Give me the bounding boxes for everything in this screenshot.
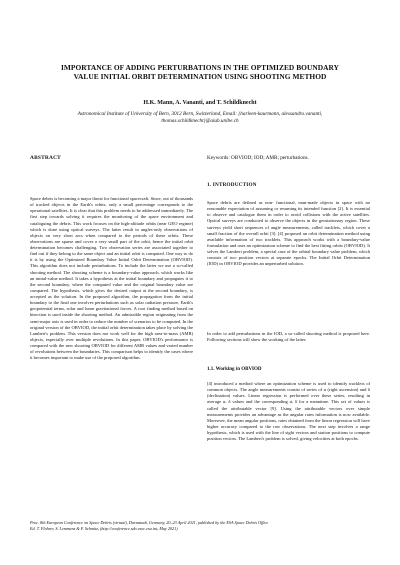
paper-title [40, 63, 360, 82]
introduction-paragraph-2 [207, 331, 370, 343]
abstract-body [30, 196, 193, 361]
intro-para-1-text: Space debris are defined as non- functional, man-made objects in space with no reasonable expectation of assuming or resuming its intended function [2]. It is essential to observe and catalogue them in order to avoid collisions with the active satellites. Optical surveys are conducted to observe the objects in the geostationary region. These surveys yield short sequences of angle measurements, called tracklets, which cover a small fraction of the overall orbit [3]. [4] proposed an orbit determination method using available information of two tracklets. This approach works with a boundary-value formulation and uses an optimization scheme to find the best fitting orbits (OBVIOD). It solves the Lambert problem, a special case of the orbital boundary value problem, which consists of two position vectors at separate epochs. The Initial Orbit Determination (IOD) in OBVIOD provides an unperturbed solution. [207, 200, 370, 267]
introduction-paragraph-1 [207, 200, 370, 267]
intro-para-2-text: In order to add perturbations in the IOD, a so-called shooting method is proposed here. Following sections will show the working of the latter. [207, 331, 370, 343]
subsection-body [207, 381, 370, 442]
footer-line-1: Proc. 8th European Conference on Space Debris (virtual), Darmstadt, Germany, 20–23 April 2021, published by the ESA Space Debris Office [30, 520, 269, 525]
subsection-text: [4] introduced a method where an optimization scheme is used to identify tracklets of common objects. The angle measurements consist of series of α (right ascension) and δ (declination) values. Linear regression is performed over these series, resulting in average α, δ values and the corresponding α̇, δ̇ for a meantime. This set of values is called the attributable vector [9]. Using the attributable vectors over simple measurements provides an advantage as the angular rates information is now available. Moreover, the mean angular positions, rates obtained from the linear regression will have higher accuracy compared to the raw observations. The next step involves a range hypothesis, which is used with the line of sight vectors and station positions to compute position vectors. The Lambert's problem is solved, giving velocities at both epochs. [207, 381, 370, 442]
affiliation-line-1: Astronomical Institute of University of Bern, 3012 Bern, Switzerland, Email: {harleen-kaurmann, alessandro.vananti, [77, 111, 323, 117]
abstract-heading: ABSTRACT [30, 155, 61, 161]
page-footer [30, 520, 370, 532]
author-list: H.K. Mann, A. Vananti, and T. Schildknecht [143, 100, 257, 106]
section-heading-introduction: 1. INTRODUCTION [207, 182, 257, 188]
title-line-2: VALUE INITIAL ORBIT DETERMINATION USING SHOOTING METHOD [73, 72, 327, 82]
footer-line-2: Ed. T. Flohrer, S. Lemmens & F. Schmitz, (http://conference.sdo.esoc.esa.int, May 2021) [30, 526, 178, 531]
keywords: Keywords: OBVIOD; IOD; AMR; perturbations. [207, 155, 309, 161]
affiliation-line-2: thomas.schildknecht}@aiub.unibe.ch [161, 117, 239, 124]
title-line-1: IMPORTANCE OF ADDING PERTURBATIONS IN THE OPTIMIZED BOUNDARY [60, 63, 340, 72]
affiliation [60, 111, 340, 124]
abstract-text: Space debris is becoming a major threat for functional spacecraft. Since, out of thousands of tracked objects in the Earth's orbits, only a small percentage corresponds to the operational satellites. It is clear that this problem needs to be addressed immediately. The first step towards solving it requires the monitoring of the space environment and cataloguing the debris. This work focuses on the high-altitude orbits (near GEO regime) which is done using optical surveys. The latter result in angles-only observations of objects on very short arcs when compared to the periods of these orbits. These observations are sparse and cover a very small part of the orbit, hence the initial orbit determination becomes challenging. Two observation series are associated together to find out if they belong to the same object and an initial orbit is computed. One way to do it is by using the Optimized Boundary Value Initial Orbit Determination (OBVIOD). This algorithm does not include perturbations. To include the latter we use a so-called shooting method. The shooting scheme is a boundary-value approach, which works like an initial-value method. It takes a hypothesis at the initial boundary and propagates it to the second boundary, where the computed value and the original boundary value are compared. The hypothesis, which gives the desired output at the second boundary, is accepted as the solution. In the proposed algorithm, the propagation from the initial boundary to the final one involves perturbations such as solar radiation pressure, Earth's geopotential terms, solar and lunar gravitational forces. A root finding method based on bisection is used inside the shooting method. An admissible region originating from the semi-major axis is used in order to reduce the number of scenarios to be computed. In the original version of the OBVIOD, the initial orbit determination takes place by solving the Lambert's problem. This version does not work well for the high area-to-mass (AMR) objects, especially over multiple revolutions. In this paper, OBVIOD's performance is compared with the new shooting OBVIOD for different AMR values and varied number of revolutions between the boundaries. This comparison helps to identify the cases where it becomes important to make use of the proposed algorithm. [30, 196, 194, 361]
subsection-heading-working-in-obviod: 1.1. Working in OBVIOD [207, 367, 262, 372]
